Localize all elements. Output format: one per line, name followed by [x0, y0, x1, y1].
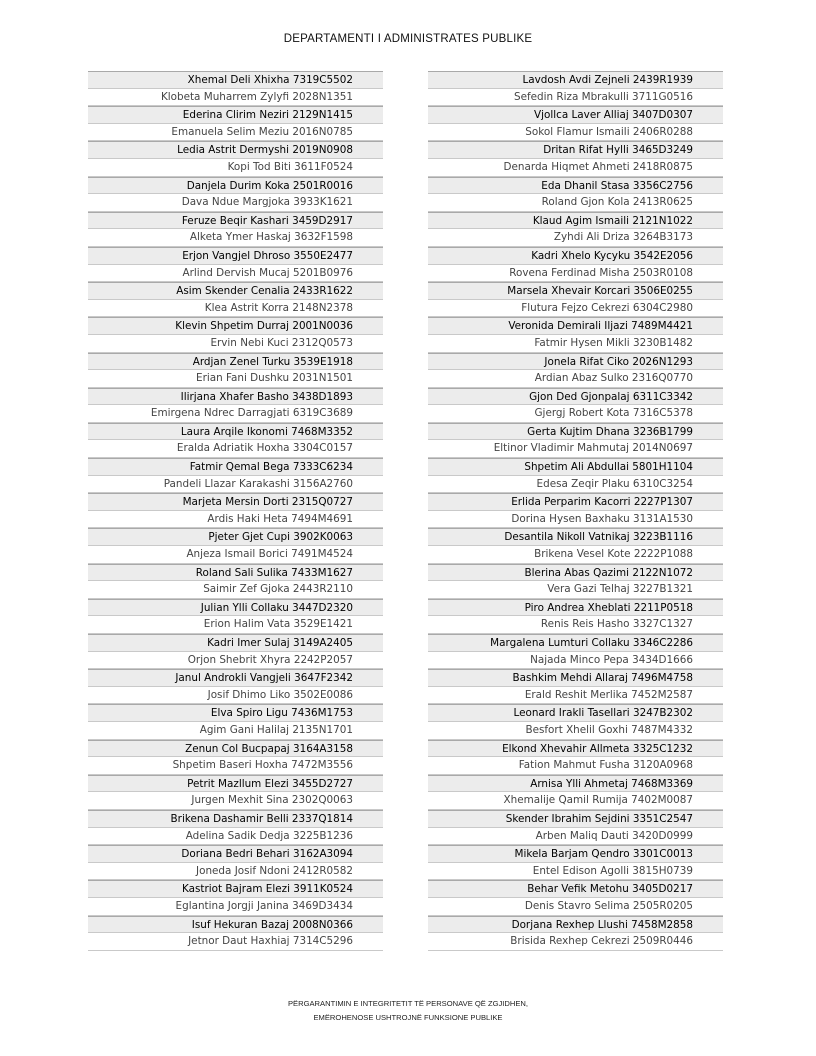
- list-item: Margalena Lumturi Collaku 3346C2286: [428, 634, 723, 652]
- list-item: Roland Gjon Kola 2413R0625: [428, 194, 723, 212]
- list-item: Kadri Imer Sulaj 3149A2405: [88, 634, 383, 652]
- list-item: Eralda Adriatik Hoxha 3304C0157: [88, 440, 383, 458]
- list-item: Erion Halim Vata 3529E1421: [88, 616, 383, 634]
- list-item: Marsela Xhevair Korcari 3506E0255: [428, 282, 723, 300]
- page-footer: [0, 997, 816, 1025]
- list-item: Erlida Perparim Kacorri 2227P1307: [428, 493, 723, 511]
- list-item: Feruze Beqir Kashari 3459D2917: [88, 212, 383, 230]
- list-item: Klea Astrit Korra 2148N2378: [88, 300, 383, 318]
- list-item: Klaud Agim Ismaili 2121N1022: [428, 212, 723, 230]
- list-item: Eltinor Vladimir Mahmutaj 2014N0697: [428, 440, 723, 458]
- list-item: Arnisa Ylli Ahmetaj 7468M3369: [428, 775, 723, 793]
- list-item: Jurgen Mexhit Sina 2302Q0063: [88, 792, 383, 810]
- list-item: Shpetim Ali Abdullai 5801H1104: [428, 458, 723, 476]
- list-item: Orjon Shebrit Xhyra 2242P2057: [88, 652, 383, 670]
- list-item: Brikena Vesel Kote 2222P1088: [428, 546, 723, 564]
- list-item: Eglantina Jorgji Janina 3469D3434: [88, 898, 383, 916]
- list-item: Fatmir Hysen Mikli 3230B1482: [428, 335, 723, 353]
- list-item: Entel Edison Agolli 3815H0739: [428, 863, 723, 881]
- list-item: Arben Maliq Dauti 3420D0999: [428, 828, 723, 846]
- list-item: Arlind Dervish Mucaj 5201B0976: [88, 265, 383, 283]
- list-item: Ardis Haki Heta 7494M4691: [88, 511, 383, 529]
- list-item: Agim Gani Halilaj 2135N1701: [88, 722, 383, 740]
- list-item: Fatmir Qemal Bega 7333C6234: [88, 458, 383, 476]
- list-item: Julian Ylli Collaku 3447D2320: [88, 599, 383, 617]
- list-item: Denarda Hiqmet Ahmeti 2418R0875: [428, 159, 723, 177]
- list-item: Shpetim Baseri Hoxha 7472M3556: [88, 757, 383, 775]
- list-item: Vera Gazi Telhaj 3227B1321: [428, 581, 723, 599]
- list-item: Dorina Hysen Baxhaku 3131A1530: [428, 511, 723, 529]
- list-item: Flutura Fejzo Cekrezi 6304C2980: [428, 300, 723, 318]
- list-item: Dava Ndue Margjoka 3933K1621: [88, 194, 383, 212]
- page-title: DEPARTAMENTI I ADMINISTRATES PUBLIKE: [283, 33, 533, 45]
- list-item: Joneda Josif Ndoni 2412R0582: [88, 863, 383, 881]
- list-item: Ervin Nebi Kuci 2312Q0573: [88, 335, 383, 353]
- list-item: Eda Dhanil Stasa 3356C2756: [428, 177, 723, 195]
- list-item: Xhemalije Qamil Rumija 7402M0087: [428, 792, 723, 810]
- list-item: Behar Vefik Metohu 3405D0217: [428, 880, 723, 898]
- list-item: Klobeta Muharrem Zylyfi 2028N1351: [88, 89, 383, 107]
- list-item: Erian Fani Dushku 2031N1501: [88, 370, 383, 388]
- list-item: Petrit Mazllum Elezi 3455D2727: [88, 775, 383, 793]
- list-item: Ardjan Zenel Turku 3539E1918: [88, 353, 383, 371]
- list-item: Vjollca Laver Alliaj 3407D0307: [428, 106, 723, 124]
- list-item: Skender Ibrahim Sejdini 3351C2547: [428, 810, 723, 828]
- list-item: Pandeli Llazar Karakashi 3156A2760: [88, 476, 383, 494]
- list-item: Erald Reshit Merlika 7452M2587: [428, 687, 723, 705]
- list-item: Lavdosh Avdi Zejneli 2439R1939: [428, 71, 723, 89]
- list-item: Renis Reis Hasho 3327C1327: [428, 616, 723, 634]
- list-item: Leonard Irakli Tasellari 3247B2302: [428, 704, 723, 722]
- list-item: Desantila Nikoll Vatnikaj 3223B1116: [428, 528, 723, 546]
- list-item: Zenun Col Bucpapaj 3164A3158: [88, 740, 383, 758]
- list-item: Klevin Shpetim Durraj 2001N0036: [88, 317, 383, 335]
- right-name-list: [428, 71, 723, 951]
- list-item: Emirgena Ndrec Darragjati 6319C3689: [88, 405, 383, 423]
- list-item: Najada Minco Pepa 3434D1666: [428, 652, 723, 670]
- list-item: Roland Sali Sulika 7433M1627: [88, 564, 383, 582]
- list-item: Bashkim Mehdi Allaraj 7496M4758: [428, 669, 723, 687]
- list-item: Dorjana Rexhep Llushi 7458M2858: [428, 916, 723, 934]
- list-item: Jonela Rifat Ciko 2026N1293: [428, 353, 723, 371]
- list-item: Denis Stavro Selima 2505R0205: [428, 898, 723, 916]
- left-name-list: [88, 71, 383, 951]
- list-item: Isuf Hekuran Bazaj 2008N0366: [88, 916, 383, 934]
- list-item: Erjon Vangjel Dhroso 3550E2477: [88, 247, 383, 265]
- list-item: Anjeza Ismail Borici 7491M4524: [88, 546, 383, 564]
- list-item: Xhemal Deli Xhixha 7319C5502: [88, 71, 383, 89]
- list-item: Ledia Astrit Dermyshi 2019N0908: [88, 141, 383, 159]
- list-item: Emanuela Selim Meziu 2016N0785: [88, 124, 383, 142]
- list-item: Gjergj Robert Kota 7316C5378: [428, 405, 723, 423]
- list-item: Kopi Tod Biti 3611F0524: [88, 159, 383, 177]
- list-item: Pjeter Gjet Cupi 3902K0063: [88, 528, 383, 546]
- list-item: Gerta Kujtim Dhana 3236B1799: [428, 423, 723, 441]
- list-item: Janul Androkli Vangjeli 3647F2342: [88, 669, 383, 687]
- list-item: Blerina Abas Qazimi 2122N1072: [428, 564, 723, 582]
- list-item: Asim Skender Cenalia 2433R1622: [88, 282, 383, 300]
- list-item: Brikena Dashamir Belli 2337Q1814: [88, 810, 383, 828]
- list-item: Josif Dhimo Liko 3502E0086: [88, 687, 383, 705]
- list-item: Sokol Flamur Ismaili 2406R0288: [428, 124, 723, 142]
- list-item: Kastriot Bajram Elezi 3911K0524: [88, 880, 383, 898]
- list-item: Laura Arqile Ikonomi 7468M3352: [88, 423, 383, 441]
- list-item: Marjeta Mersin Dorti 2315Q0727: [88, 493, 383, 511]
- list-item: Besfort Xhelil Goxhi 7487M4332: [428, 722, 723, 740]
- footer-line-2: EMËROHENOSE USHTROJNË FUNKSIONE PUBLIKE: [313, 1013, 503, 1022]
- list-item: Ardian Abaz Sulko 2316Q0770: [428, 370, 723, 388]
- list-item: Doriana Bedri Behari 3162A3094: [88, 845, 383, 863]
- list-item: Rovena Ferdinad Misha 2503R0108: [428, 265, 723, 283]
- list-item: Elva Spiro Ligu 7436M1753: [88, 704, 383, 722]
- list-item: Sefedin Riza Mbrakulli 3711G0516: [428, 89, 723, 107]
- list-item: Piro Andrea Xheblati 2211P0518: [428, 599, 723, 617]
- footer-line-1: PËRGARANTIMIN E INTEGRITETIT TË PERSONAVE QË ZGJIDHEN,: [287, 999, 529, 1008]
- list-item: Gjon Ded Gjonpalaj 6311C3342: [428, 388, 723, 406]
- list-item: Jetnor Daut Haxhiaj 7314C5296: [88, 933, 383, 951]
- list-item: Elkond Xhevahir Allmeta 3325C1232: [428, 740, 723, 758]
- list-item: Edesa Zeqir Plaku 6310C3254: [428, 476, 723, 494]
- list-item: Fation Mahmut Fusha 3120A0968: [428, 757, 723, 775]
- list-item: Kadri Xhelo Kycyku 3542E2056: [428, 247, 723, 265]
- list-item: Veronida Demirali Iljazi 7489M4421: [428, 317, 723, 335]
- list-item: Brisida Rexhep Cekrezi 2509R0446: [428, 933, 723, 951]
- list-item: Dritan Rifat Hylli 3465D3249: [428, 141, 723, 159]
- list-item: Ederina Clirim Neziri 2129N1415: [88, 106, 383, 124]
- list-item: Alketa Ymer Haskaj 3632F1598: [88, 229, 383, 247]
- list-item: Saimir Zef Gjoka 2443R2110: [88, 581, 383, 599]
- list-item: Ilirjana Xhafer Basho 3438D1893: [88, 388, 383, 406]
- list-item: Zyhdi Ali Driza 3264B3173: [428, 229, 723, 247]
- list-item: Danjela Durim Koka 2501R0016: [88, 177, 383, 195]
- list-item: Adelina Sadik Dedja 3225B1236: [88, 828, 383, 846]
- list-item: Mikela Barjam Qendro 3301C0013: [428, 845, 723, 863]
